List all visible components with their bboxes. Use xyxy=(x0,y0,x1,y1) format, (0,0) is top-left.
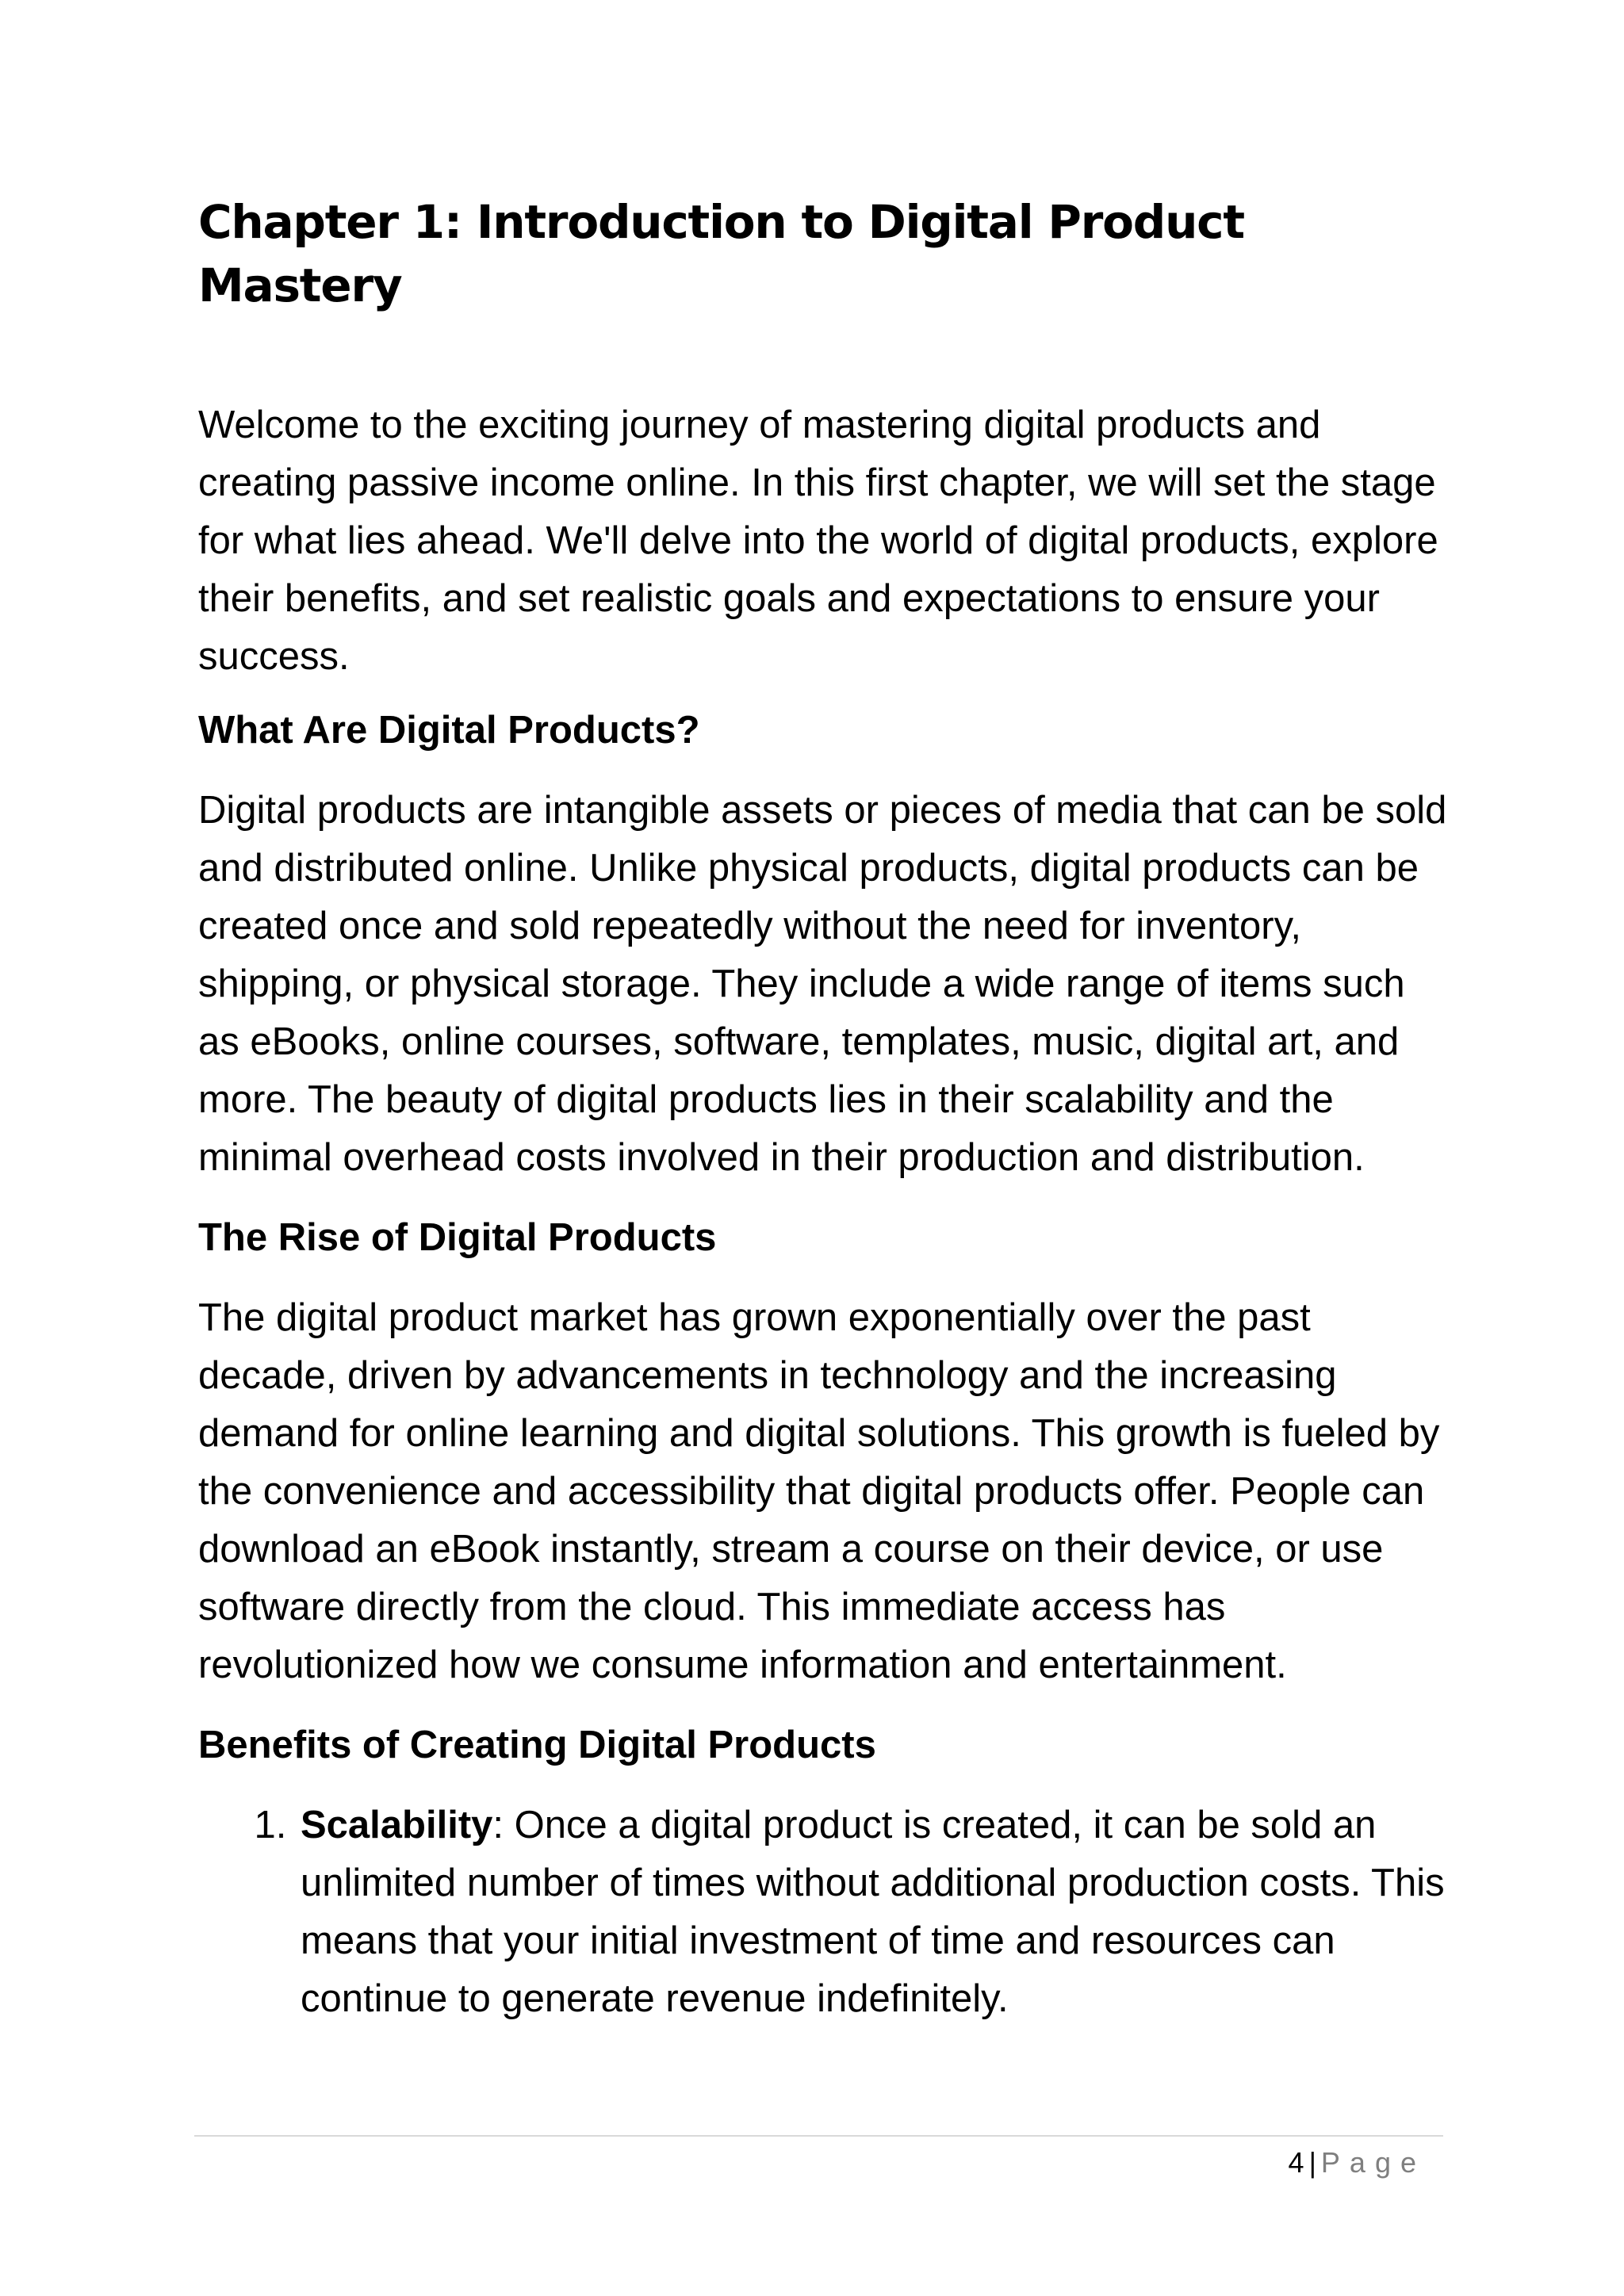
footer-separator: | xyxy=(1308,2146,1316,2179)
chapter-title: Chapter 1: Introduction to Digital Product Mastery xyxy=(198,195,1244,312)
page-footer xyxy=(1289,2143,1426,2183)
benefits-list xyxy=(198,1797,1451,2028)
page-label: Page xyxy=(1320,2146,1426,2179)
section-heading-rise-of-digital-products: The Rise of Digital Products xyxy=(198,1216,717,1259)
page-content xyxy=(198,190,1451,2028)
list-item-term: Scalability xyxy=(301,1804,493,1846)
section-paragraph-rise-of-digital-products: The digital product market has grown exponentially over the past decade, driven by advancements in technology and the increasing demand for online learning and digital solutions. This growth is fueled by the convenience and accessibility that digital products offer. People can download an eBook instantly, stream a course on their device, or use software directly from the cloud. This immediate access has revolutionized how we consume information and entertainment. xyxy=(198,1296,1440,1686)
list-item-text: : Once a digital product is created, it can be sold an unlimited number of times without additional production costs. This means that your initial investment of time and resources can continue to generate revenue indefinitely. xyxy=(301,1804,1445,2020)
section-paragraph-what-are-digital-products: Digital products are intangible assets or pieces of media that can be sold and distributed online. Unlike physical products, digital products can be created once and sold repeatedly without the need for inventory, shipping, or physical storage. They include a wide range of items such as eBooks, online courses, software, templates, music, digital art, and more. The beauty of digital products lies in their scalability and the minimal overhead costs involved in their production and distribution. xyxy=(198,789,1447,1179)
section-heading-what-are-digital-products: What Are Digital Products? xyxy=(198,709,700,752)
intro-paragraph: Welcome to the exciting journey of mastering digital products and creating passive income online. In this first chapter, we will set the stage for what lies ahead. We'll delve into the world of digital products, explore their benefits, and set realistic goals and expectations to ensure your success. xyxy=(198,404,1438,678)
list-item xyxy=(297,1797,1451,2028)
footer-divider xyxy=(194,2135,1443,2137)
section-heading-benefits: Benefits of Creating Digital Products xyxy=(198,1724,876,1766)
page-number: 4 xyxy=(1288,2146,1304,2179)
chapter-body xyxy=(198,396,1451,2028)
